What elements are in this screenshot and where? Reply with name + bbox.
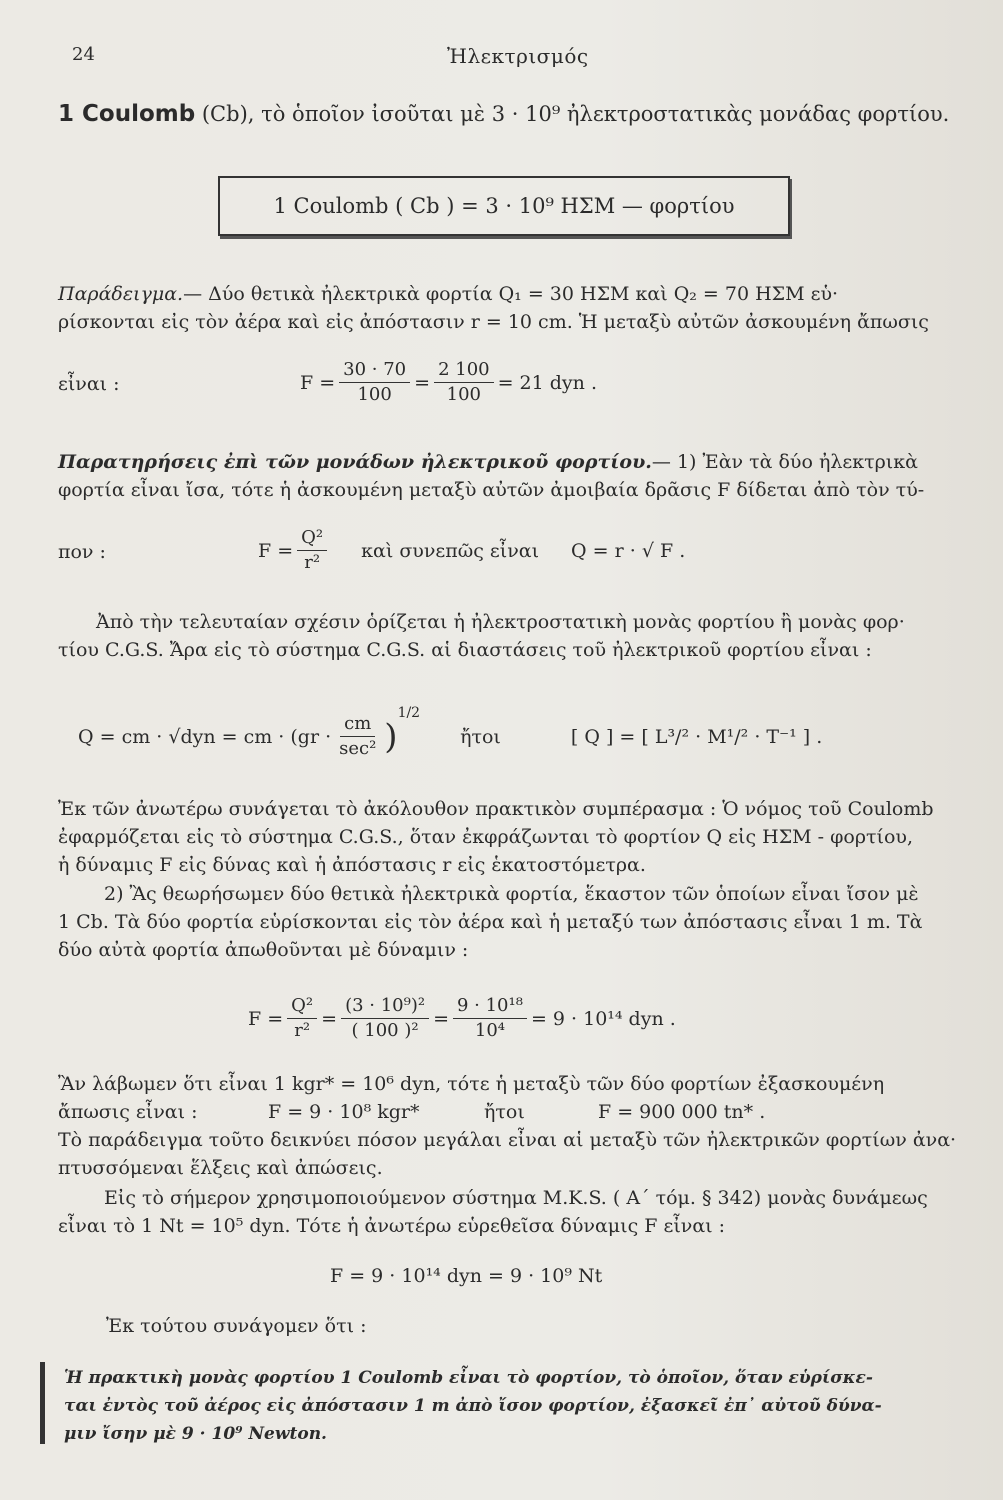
part2-eq-b: =: [433, 1007, 449, 1030]
kgr-line-3: Τὸ παράδειγμα τοῦτο δεικνύει πόσον μεγάλαι εἶναι αἱ μεταξὺ τῶν ἠλεκτρικῶν φορτίων ἀνα·: [58, 1129, 957, 1151]
intro-rest: (Cb), τὸ ὁποῖον ἰσοῦται μὲ 3 · 10⁹ ἠλεκτροστατικὰς μονάδας φορτίου.: [195, 102, 950, 126]
remarks-frac: [297, 526, 327, 575]
page-number: 24: [72, 44, 95, 65]
kgr-line-2: [58, 1100, 958, 1124]
remarks-label: Παρατηρήσεις ἐπὶ τῶν μονάδων ἠλεκτρικοῦ φορτίου.: [58, 451, 652, 473]
example-frac-2: [434, 358, 494, 407]
frac-den: 100: [357, 384, 392, 405]
remarks-line-1: [58, 450, 918, 474]
frac-num: 9 · 10¹⁸: [453, 994, 527, 1019]
kgr-line-4: πτυσσόμεναι ἕλξεις καὶ ἀπώσεις.: [58, 1157, 383, 1179]
conclusion-line-1: Ἐκ τῶν ἀνωτέρω συνάγεται τὸ ἀκόλουθον πρακτικὸν συμπέρασμα : Ὁ νόμος τοῦ Coulomb: [58, 798, 934, 820]
intro-line: [58, 102, 949, 126]
remarks-f: F =: [258, 539, 294, 562]
part2-result: = 9 · 10¹⁴ dyn .: [530, 1007, 676, 1030]
emphasis-bar: [40, 1362, 45, 1444]
conclusion-line-3: ἡ δύναμις F εἰς δύνας καὶ ἡ ἀπόστασις r εἰς ἑκατοστόμετρα.: [58, 854, 646, 876]
example-line-1: [58, 282, 838, 306]
example-f: F =: [300, 371, 336, 394]
frac-den: r²: [304, 552, 321, 573]
cgs-frac: [335, 712, 380, 761]
frac-den: 100: [446, 384, 481, 405]
definition-box: 1 Coulomb ( Cb ) = 3 · 10⁹ ΗΣΜ — φορτίου: [218, 176, 790, 236]
example-result: = 21 dyn .: [497, 371, 597, 394]
frac-den: sec²: [339, 738, 377, 759]
kgr-l2b: F = 9 · 10⁸ kgr*: [268, 1101, 420, 1123]
kgr-l2c: ἤτοι: [484, 1101, 525, 1123]
frac-num: Q²: [297, 526, 327, 551]
part2-eq-a: =: [321, 1007, 338, 1030]
frac-den: ( 100 )²: [351, 1020, 419, 1041]
example-frac-1: [339, 358, 410, 407]
example-equation: [300, 358, 597, 407]
cgs-eq-left: Q = cm · √dyn = cm · (gr ·: [78, 725, 332, 748]
part2-frac-b: [341, 994, 429, 1043]
intro-bold: 1 Coulomb: [58, 101, 196, 127]
emphasis-line-3: μιν ἴσην μὲ 9 · 10⁹ Newton.: [64, 1424, 327, 1444]
part2-frac-a: [287, 994, 317, 1043]
cgs-etoi: ἤτοι: [460, 725, 501, 748]
emphasis-line-2: ται ἐντὸς τοῦ ἀέρος εἰς ἀπόστασιν 1 m ἀπὸ ἴσον φορτίον, ἐξασκεῖ ἐπ᾽ αὐτοῦ δύνα-: [64, 1396, 882, 1416]
frac-num: 2 100: [434, 358, 494, 383]
cgs-close-paren: ): [384, 716, 398, 757]
mks-lead: Ἐκ τούτου συνάγομεν ὅτι :: [106, 1315, 367, 1337]
remarks-lead: πον :: [58, 541, 106, 563]
part2-frac-c: [453, 994, 527, 1043]
frac-den: 10⁴: [474, 1020, 506, 1041]
example-text-1: — Δύο θετικὰ ἠλεκτρικὰ φορτία Q₁ = 30 ΗΣΜ καὶ Q₂ = 70 ΗΣΜ εὑ·: [183, 283, 839, 305]
part2-line-1: 2) Ἂς θεωρήσωμεν δύο θετικὰ ἠλεκτρικὰ φορτία, ἕκαστον τῶν ὁποίων εἶναι ἴσον μὲ: [104, 883, 919, 905]
cgs-line-2: τίου C.G.S. Ἄρα εἰς τὸ σύστημα C.G.S. αἱ διαστάσεις τοῦ ἠλεκτρικοῦ φορτίου εἶναι :: [58, 639, 872, 661]
frac-num: cm: [340, 712, 375, 737]
kgr-l2a: ἄπωσις εἶναι :: [58, 1101, 198, 1123]
mks-line-1: Εἰς τὸ σήμερον χρησιμοποιούμενον σύστημα M.K.S. ( Α΄ τόμ. § 342) μονὰς δυνάμεως: [104, 1187, 928, 1209]
kgr-line-1: Ἂν λάβωμεν ὅτι εἶναι 1 kgr* = 10⁶ dyn, τότε ἡ μεταξὺ τῶν δύο φορτίων ἐξασκουμένη: [58, 1073, 885, 1095]
frac-num: Q²: [287, 994, 317, 1019]
running-title: Ἠλεκτρισμός: [447, 44, 589, 68]
frac-den: r²: [294, 1020, 311, 1041]
remarks-mid: καὶ συνεπῶς εἶναι: [361, 539, 540, 562]
conclusion-line-2: ἐφαρμόζεται εἰς τὸ σύστημα C.G.S., ὅταν ἐκφράζωνται τὸ φορτίον Q εἰς ΗΣΜ - φορτίου,: [58, 826, 913, 848]
remarks-equation: [258, 526, 685, 575]
cgs-equation: [78, 704, 823, 761]
mks-line-2: εἶναι τὸ 1 Nt = 10⁵ dyn. Τότε ἡ ἀνωτέρω εὑρεθεῖσα δύναμις F εἶναι :: [58, 1215, 726, 1237]
example-eq2: =: [414, 371, 431, 394]
kgr-l2d: F = 900 000 tn* .: [598, 1101, 766, 1123]
part2-equation: [248, 994, 676, 1043]
cgs-dims: [ Q ] = [ L³/² · M¹/² · T⁻¹ ] .: [570, 725, 823, 748]
part2-line-3: δύο αὐτὰ φορτία ἀπωθοῦνται μὲ δύναμιν :: [58, 939, 469, 961]
part2-line-2: 1 Cb. Τὰ δύο φορτία εὑρίσκονται εἰς τὸν ἀέρα καὶ ἡ μεταξύ των ἀπόστασις εἶναι 1 m. Τὰ: [58, 911, 923, 933]
example-lead: εἶναι :: [58, 373, 120, 395]
remarks-rhs: Q = r · √ F .: [571, 539, 686, 562]
remarks-line-2: φορτία εἶναι ἴσα, τότε ἡ ἀσκουμένη μεταξὺ αὐτῶν ἀμοιβαία δρᾶσις F δίδεται ἀπὸ τὸν τύ-: [58, 479, 925, 501]
emphasis-line-1: Ἡ πρακτικὴ μονὰς φορτίου 1 Coulomb εἶναι τὸ φορτίον, τὸ ὁποῖον, ὅταν εὑρίσκε-: [64, 1368, 873, 1388]
example-line-2: ρίσκονται εἰς τὸν ἀέρα καὶ εἰς ἀπόστασιν r = 10 cm. Ἡ μεταξὺ αὐτῶν ἀσκουμένη ἄπωσις: [58, 311, 929, 333]
cgs-exponent: 1/2: [397, 704, 421, 721]
part2-f: F =: [248, 1007, 284, 1030]
frac-num: 30 · 70: [339, 358, 410, 383]
mks-equation: F = 9 · 10¹⁴ dyn = 9 · 10⁹ Nt: [330, 1265, 603, 1287]
frac-num: (3 · 10⁹)²: [341, 994, 429, 1019]
example-label: Παράδειγμα.: [58, 283, 184, 305]
remarks-text-1: — 1) Ἐὰν τὰ δύο ἠλεκτρικὰ: [651, 451, 918, 473]
cgs-line-1: Ἀπὸ τὴν τελευταίαν σχέσιν ὁρίζεται ἡ ἠλεκτροστατικὴ μονὰς φορτίου ἢ μονὰς φορ·: [96, 611, 905, 633]
